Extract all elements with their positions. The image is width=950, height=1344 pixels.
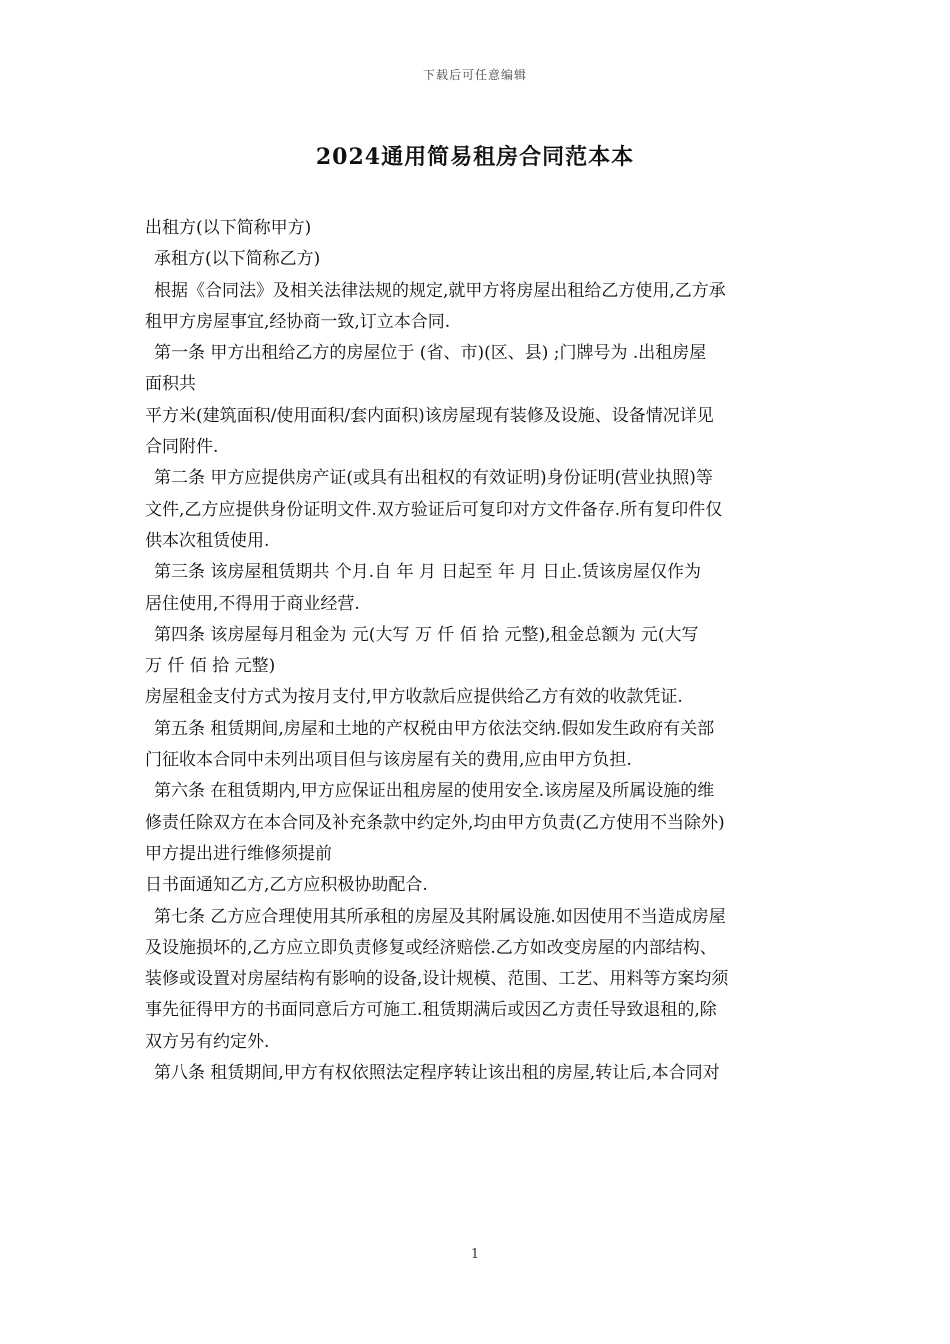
body-line: 第四条 该房屋每月租金为 元(大写 万 仟 佰 拾 元整),租金总额为 元(大写 [154, 624, 699, 645]
body-line: 万 仟 佰 拾 元整) [145, 656, 276, 677]
body-line: 修责任除双方在本合同及补充条款中约定外,均由甲方负责(乙方使用不当除外) [145, 812, 725, 833]
document-title: 2024通用简易租房合同范本本 [315, 144, 635, 170]
body-line: 第八条 租赁期间,甲方有权依照法定程序转让该出租的房屋,转让后,本合同对 [154, 1063, 720, 1084]
body-line: 第三条 该房屋租赁期共 个月.自 年 月 日起至 年 月 日止.赁该房屋仅作为 [154, 562, 702, 583]
body-line: 及设施损坏的,乙方应立即负责修复或经济赔偿.乙方如改变房屋的内部结构、 [145, 937, 717, 958]
body-line: 第五条 租赁期间,房屋和土地的产权税由甲方依法交纳.假如发生政府有关部 [154, 718, 715, 739]
body-line: 承租方(以下简称乙方) [154, 249, 321, 270]
body-line: 面积共 [145, 374, 196, 395]
body-line: 供本次租赁使用. [145, 530, 270, 551]
document-body [145, 213, 810, 1089]
body-line: 第二条 甲方应提供房产证(或具有出租权的有效证明)身份证明(营业执照)等 [154, 468, 713, 489]
body-line: 第七条 乙方应合理使用其所承租的房屋及其附属设施.如因使用不当造成房屋 [154, 906, 726, 927]
body-line: 出租方(以下简称甲方) [145, 218, 312, 238]
body-line: 根据《合同法》及相关法律法规的规定,就甲方将房屋出租给乙方使用,乙方承 [154, 280, 726, 301]
page-header-note: 下载后可任意编辑 [422, 68, 527, 82]
body-line: 平方米(建筑面积/使用面积/套内面积)该房屋现有装修及设施、设备情况详见 [145, 405, 714, 426]
body-line: 装修或设置对房屋结构有影响的设备,设计规模、范围、工艺、用料等方案均须 [145, 969, 729, 990]
body-line: 租甲方房屋事宜,经协商一致,订立本合同. [145, 311, 451, 332]
body-line: 房屋租金支付方式为按月支付,甲方收款后应提供给乙方有效的收款凭证. [145, 687, 683, 708]
body-line: 双方另有约定外. [145, 1031, 270, 1052]
body-line: 甲方提出进行维修须提前 [145, 843, 332, 864]
body-line: 事先征得甲方的书面同意后方可施工.租赁期满后或因乙方责任导致退租的,除 [145, 1000, 717, 1021]
body-line: 第六条 在租赁期内,甲方应保证出租房屋的使用安全.该房屋及所属设施的维 [154, 781, 715, 802]
body-line: 文件,乙方应提供身份证明文件.双方验证后可复印对方文件备存.所有复印件仅 [145, 499, 723, 520]
page-number: 1 [470, 1247, 480, 1262]
body-line: 门征收本合同中未列出项目但与该房屋有关的费用,应由甲方负担. [145, 750, 632, 771]
body-line: 日书面通知乙方,乙方应积极协助配合. [145, 875, 428, 896]
body-line: 合同附件. [145, 437, 219, 458]
body-line: 居住使用,不得用于商业经营. [145, 593, 360, 614]
body-line: 第一条 甲方出租给乙方的房屋位于 (省、市)(区、县) ;门牌号为 .出租房屋 [154, 343, 707, 364]
